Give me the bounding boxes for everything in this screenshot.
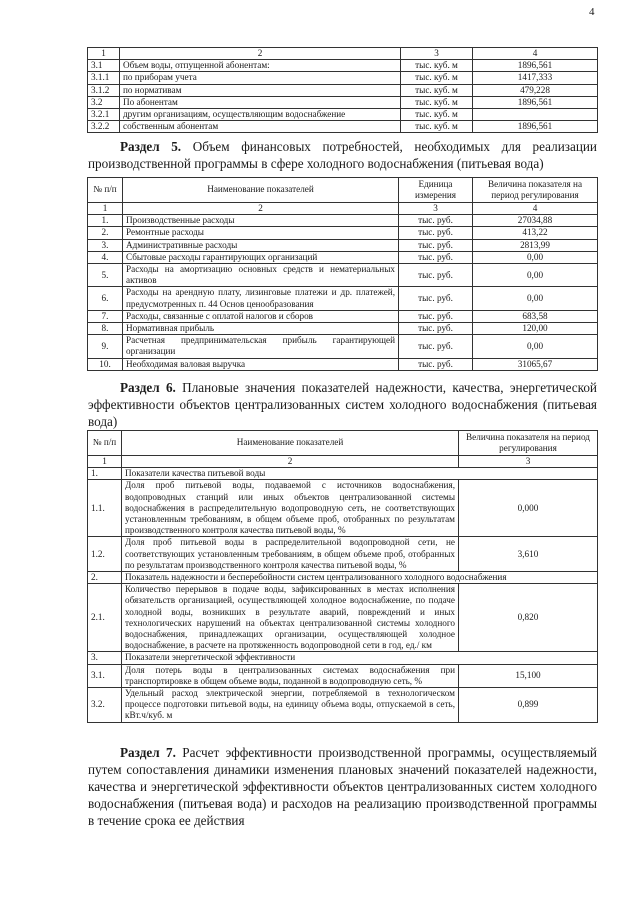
unit: тыс. куб. м <box>401 109 473 121</box>
section-5-title <box>88 138 597 172</box>
value: 0,00 <box>473 264 598 287</box>
row-number: 3. <box>88 652 122 664</box>
value: 120,00 <box>473 323 598 335</box>
column-number: 1 <box>88 456 122 468</box>
indicator-name: по приборам учета <box>120 72 401 84</box>
row-number: 4. <box>88 251 123 263</box>
row-number: 3.2 <box>88 96 120 108</box>
indicator-name: Ремонтные расходы <box>123 227 399 239</box>
indicator-name: По абонентам <box>120 96 401 108</box>
row-number: 2. <box>88 227 123 239</box>
column-number: 2 <box>123 203 399 215</box>
indicator-name: Расчетная предпринимательская прибыль гарантирующей организации <box>123 335 399 358</box>
unit: тыс. руб. <box>399 215 473 227</box>
table-row <box>88 537 598 572</box>
column-number: 2 <box>120 48 401 60</box>
row-number: 8. <box>88 323 123 335</box>
indicator-name: Доля потерь воды в централизованных системах водоснабжения при транспортировке в общем объеме воды, поданной в водопроводную сеть, % <box>122 664 459 687</box>
value: 0,000 <box>459 480 598 537</box>
row-number: 7. <box>88 310 123 322</box>
column-number: 4 <box>473 203 598 215</box>
column-number: 3 <box>459 456 598 468</box>
column-header: Наименование показателей <box>122 431 459 456</box>
table-row <box>88 310 598 322</box>
column-header: № п/п <box>88 178 123 203</box>
row-number: 3.1. <box>88 664 122 687</box>
table-row <box>88 688 598 723</box>
column-number: 2 <box>122 456 459 468</box>
header-row <box>88 431 598 456</box>
value: 683,58 <box>473 310 598 322</box>
row-number: 9. <box>88 335 123 358</box>
column-header: Наименование показателей <box>123 178 399 203</box>
group-row <box>88 468 598 480</box>
value: 0,00 <box>473 287 598 310</box>
unit: тыс. руб. <box>399 310 473 322</box>
unit: тыс. руб. <box>399 264 473 287</box>
table-row <box>88 584 598 652</box>
table-row <box>88 335 598 358</box>
value: 1896,561 <box>473 60 598 72</box>
table-row <box>88 480 598 537</box>
row-number: 3.1.2 <box>88 84 120 96</box>
row-number: 6. <box>88 287 123 310</box>
column-header: Величина показателя на период регулирования <box>473 178 598 203</box>
table-row <box>88 60 598 72</box>
table-row <box>88 215 598 227</box>
unit: тыс. куб. м <box>401 72 473 84</box>
header-row <box>88 178 598 203</box>
table-row <box>88 121 598 133</box>
table-row <box>88 358 598 370</box>
table-row <box>88 84 598 96</box>
table-row <box>88 264 598 287</box>
table-row <box>88 323 598 335</box>
table-row <box>88 227 598 239</box>
unit: тыс. куб. м <box>401 60 473 72</box>
value: 479,228 <box>473 84 598 96</box>
row-number: 2.1. <box>88 584 122 652</box>
group-row <box>88 652 598 664</box>
section-text: Плановые значения показателей надежности, качества, энергетической эффективности объектов централизованных систем холодного водоснабжения (питьевая вода) <box>88 380 597 429</box>
value: 1896,561 <box>473 96 598 108</box>
row-number: 5. <box>88 264 123 287</box>
value: 3,610 <box>459 537 598 572</box>
value: 31065,67 <box>473 358 598 370</box>
indicator-name: по нормативам <box>120 84 401 96</box>
page-number: 4 <box>589 6 595 18</box>
row-number: 2. <box>88 572 122 584</box>
unit: тыс. руб. <box>399 251 473 263</box>
row-number: 3.1.1 <box>88 72 120 84</box>
unit: тыс. руб. <box>399 239 473 251</box>
column-number: 4 <box>473 48 598 60</box>
indicator-name: Удельный расход электрической энергии, потребляемой в технологическом процессе подготовки питьевой воды, на единицу объема воды, отпускаемой в сеть, кВт.ч/куб. м <box>122 688 459 723</box>
column-header: № п/п <box>88 431 122 456</box>
value: 0,00 <box>473 251 598 263</box>
value <box>473 109 598 121</box>
indicator-name: Объем воды, отпущенной абонентам: <box>120 60 401 72</box>
value: 1896,561 <box>473 121 598 133</box>
indicator-name: Расходы на амортизацию основных средств и нематериальных активов <box>123 264 399 287</box>
group-name: Показатели качества питьевой воды <box>122 468 598 480</box>
value: 1417,333 <box>473 72 598 84</box>
row-number: 1. <box>88 215 123 227</box>
row-number: 1. <box>88 468 122 480</box>
unit: тыс. куб. м <box>401 96 473 108</box>
value: 0,899 <box>459 688 598 723</box>
value: 2813,99 <box>473 239 598 251</box>
value: 413,22 <box>473 227 598 239</box>
unit: тыс. руб. <box>399 335 473 358</box>
unit: тыс. руб. <box>399 323 473 335</box>
column-number: 1 <box>88 48 120 60</box>
table-row <box>88 251 598 263</box>
section-label: Раздел 6. <box>120 380 176 395</box>
row-number: 3.2.1 <box>88 109 120 121</box>
indicator-name: Расходы на арендную плату, лизинговые платежи и др. платежей, предусмотренных п. 44 Основ ценообразования <box>123 287 399 310</box>
row-number: 3.2. <box>88 688 122 723</box>
column-number: 3 <box>401 48 473 60</box>
column-number-row <box>88 48 598 60</box>
indicator-name: Нормативная прибыль <box>123 323 399 335</box>
value: 0,820 <box>459 584 598 652</box>
row-number: 3.2.2 <box>88 121 120 133</box>
indicator-name: Необходимая валовая выручка <box>123 358 399 370</box>
indicator-name: Административные расходы <box>123 239 399 251</box>
column-number: 3 <box>399 203 473 215</box>
section-label: Раздел 5. <box>120 139 182 154</box>
group-name: Показатели энергетической эффективности <box>122 652 598 664</box>
indicator-name: другим организациям, осуществляющим водоснабжение <box>120 109 401 121</box>
table-row <box>88 664 598 687</box>
financial-needs-table <box>87 177 598 371</box>
value: 27034,88 <box>473 215 598 227</box>
table-row <box>88 96 598 108</box>
row-number: 1.1. <box>88 480 122 537</box>
column-number: 1 <box>88 203 123 215</box>
column-number-row <box>88 456 598 468</box>
table-row <box>88 72 598 84</box>
value: 0,00 <box>473 335 598 358</box>
unit: тыс. руб. <box>399 227 473 239</box>
unit: тыс. руб. <box>399 287 473 310</box>
section-text: Объем финансовых потребностей, необходимых для реализации производственной программы в сфере холодного водоснабжения (питьевая вода) <box>88 139 597 171</box>
value: 15,100 <box>459 664 598 687</box>
indicator-name: Количество перерывов в подаче воды, зафиксированных в местах исполнения обязательств организацией, осуществляющей холодное водоснабжение, по подаче холодной воды, возникших в результате аварий, повреждений и иных технологических нарушений на объектах централизованной системы холодного водоснабжения, принадлежащих организации, осуществляющей холодное водоснабжение, в расчете на протяженность водопроводной сети в год, ед./ км <box>122 584 459 652</box>
column-header: Величина показателя на период регулирования <box>459 431 598 456</box>
indicator-name: собственным абонентам <box>120 121 401 133</box>
section-7-title <box>88 744 597 829</box>
row-number: 3.1 <box>88 60 120 72</box>
table-row <box>88 287 598 310</box>
indicator-name: Сбытовые расходы гарантирующих организаций <box>123 251 399 263</box>
unit: тыс. куб. м <box>401 121 473 133</box>
row-number: 10. <box>88 358 123 370</box>
indicator-name: Доля проб питьевой воды, подаваемой с источников водоснабжения, водопроводных станций или иных объектов централизованной системы водоснабжения в распределительную водопроводную сеть, не соответствующих установленным требованиям, в общем объеме проб, отобранных по результатам производственного контроля качества питьевой воды, % <box>122 480 459 537</box>
unit: тыс. куб. м <box>401 84 473 96</box>
water-volume-table <box>87 47 598 133</box>
table-row <box>88 109 598 121</box>
group-name: Показатель надежности и бесперебойности систем централизованного холодного водоснабжения <box>122 572 598 584</box>
column-header: Единица измерения <box>399 178 473 203</box>
indicator-name: Расходы, связанные с оплатой налогов и сборов <box>123 310 399 322</box>
table-row <box>88 239 598 251</box>
indicator-name: Доля проб питьевой воды в распределительной водопроводной сети, не соответствующих установленным требованиям, в общем объеме проб, отобранных по результатам производственного контроля качества питьевой воды, % <box>122 537 459 572</box>
unit: тыс. руб. <box>399 358 473 370</box>
section-text: Расчет эффективности производственной программы, осуществляемый путем сопоставления динамики изменения плановых значений показателей надежности, качества и энергетической эффективности объектов централизованных систем холодного водоснабжения (питьевая вода) и расходов на реализацию производственной программы в течение срока ее действия <box>88 745 597 828</box>
group-row <box>88 572 598 584</box>
indicator-name: Производственные расходы <box>123 215 399 227</box>
row-number: 3. <box>88 239 123 251</box>
section-6-title <box>88 379 597 430</box>
reliability-indicators-table <box>87 430 598 723</box>
column-number-row <box>88 203 598 215</box>
row-number: 1.2. <box>88 537 122 572</box>
section-label: Раздел 7. <box>120 745 176 760</box>
